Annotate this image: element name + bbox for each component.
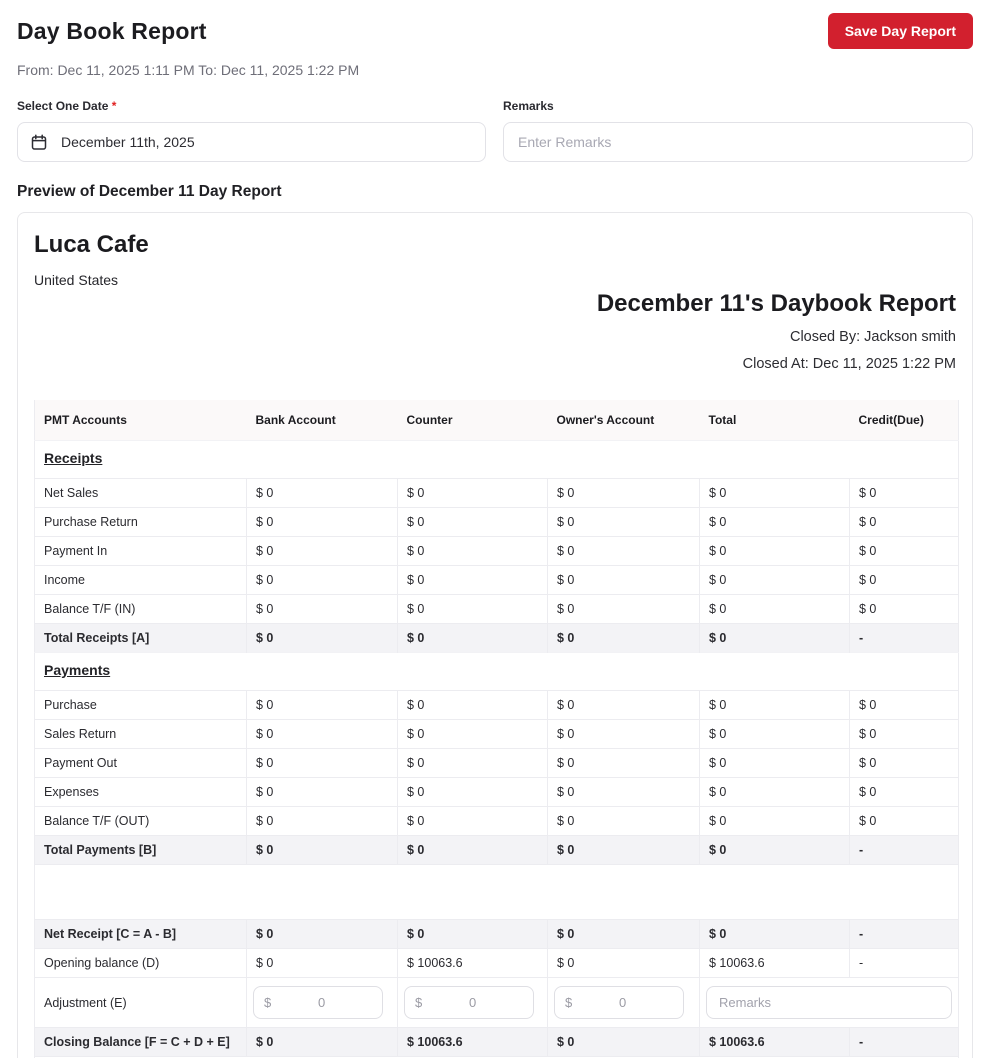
- report-title: December 11's Daybook Report: [596, 290, 956, 317]
- cell-value: $ 10063.6: [398, 1028, 548, 1057]
- cell-value: $ 0: [850, 778, 959, 807]
- row-label: Purchase Return: [35, 508, 247, 537]
- cell-value: $ 0: [548, 807, 700, 836]
- cell-value: $ 0: [247, 920, 398, 949]
- row-label: Net Sales: [35, 479, 247, 508]
- adjustment-amount-value: 0: [619, 995, 627, 1010]
- cell-value: $ 0: [700, 595, 850, 624]
- cell-value: $ 0: [700, 691, 850, 720]
- select-date-label-text: Select One Date: [17, 99, 109, 113]
- closed-at: Closed At: Dec 11, 2025 1:22 PM: [742, 356, 956, 372]
- table-header-row: [35, 400, 959, 441]
- section-header-row: [35, 653, 959, 691]
- date-field-group: [17, 99, 486, 162]
- cell-value: $ 10063.6: [700, 1028, 850, 1057]
- cell-value: -: [850, 949, 959, 978]
- cell-value: $ 10063.6: [398, 949, 548, 978]
- cell-value: $ 0: [398, 479, 548, 508]
- row-label: Purchase: [35, 691, 247, 720]
- cell-value: $ 0: [247, 720, 398, 749]
- row-label: Opening balance (D): [35, 949, 247, 978]
- table-row: [35, 479, 959, 508]
- cell-value: $ 0: [247, 749, 398, 778]
- row-label: Closing Balance [F = C + D + E]: [35, 1028, 247, 1057]
- cell-value: $ 0: [247, 566, 398, 595]
- adjustment-amount-input[interactable]: [404, 986, 534, 1019]
- section-header-row: [35, 441, 959, 479]
- adjustment-remarks-input[interactable]: [706, 986, 952, 1019]
- column-header: PMT Accounts: [35, 400, 247, 441]
- cell-value: -: [850, 624, 959, 653]
- cell-value: $ 0: [700, 778, 850, 807]
- page-title: Day Book Report: [17, 17, 207, 44]
- cell-value: $ 0: [398, 537, 548, 566]
- table-row: [35, 720, 959, 749]
- cell-value: $ 0: [548, 508, 700, 537]
- required-asterisk: *: [111, 99, 117, 113]
- report-date-range: From: Dec 11, 2025 1:11 PM To: Dec 11, 2025 1:22 PM: [17, 62, 360, 78]
- cell-value: $ 0: [700, 749, 850, 778]
- cell-value: $ 10063.6: [700, 949, 850, 978]
- column-header: Counter: [398, 400, 548, 441]
- row-label: Total Receipts [A]: [35, 624, 247, 653]
- adjustment-amount-value: 0: [318, 995, 326, 1010]
- cell-value: $ 0: [548, 836, 700, 865]
- cell-value: $ 0: [398, 566, 548, 595]
- currency-symbol: $: [565, 995, 573, 1010]
- row-label: Payment In: [35, 537, 247, 566]
- cell-value: $ 0: [247, 807, 398, 836]
- cell-value: $ 0: [398, 595, 548, 624]
- business-country: United States: [34, 272, 119, 288]
- table-row: [35, 566, 959, 595]
- select-date-label: [17, 99, 486, 113]
- remarks-input[interactable]: [503, 122, 973, 162]
- cell-value: $ 0: [398, 836, 548, 865]
- table-row: [35, 920, 959, 949]
- cell-value: $ 0: [548, 949, 700, 978]
- cell-value: $ 0: [850, 508, 959, 537]
- business-name: Luca Cafe: [34, 231, 149, 258]
- table-row: [35, 624, 959, 653]
- cell-value: $ 0: [398, 691, 548, 720]
- cell-value: $ 0: [548, 537, 700, 566]
- row-label: Payment Out: [35, 749, 247, 778]
- cell-value: $ 0: [247, 949, 398, 978]
- table-row: [35, 537, 959, 566]
- cell-value: $ 0: [398, 778, 548, 807]
- cell-value: $ 0: [700, 566, 850, 595]
- row-label: Expenses: [35, 778, 247, 807]
- cell-value: $ 0: [850, 479, 959, 508]
- cell-value: $ 0: [398, 624, 548, 653]
- cell-value: $ 0: [247, 1028, 398, 1057]
- table-row: [35, 1028, 959, 1057]
- remarks-field-group: [503, 99, 973, 162]
- table-row: [35, 691, 959, 720]
- cell-value: $ 0: [850, 749, 959, 778]
- cell-value: $ 0: [247, 778, 398, 807]
- cell-value: $ 0: [247, 508, 398, 537]
- cell-value: $ 0: [548, 595, 700, 624]
- cell-value: $ 0: [398, 508, 548, 537]
- column-header: Bank Account: [247, 400, 398, 441]
- table-row: [35, 749, 959, 778]
- cell-value: $ 0: [700, 479, 850, 508]
- adjustment-amount-value: 0: [469, 995, 477, 1010]
- table-row: [35, 595, 959, 624]
- spacer-row: [35, 865, 959, 920]
- report-title-block: [34, 290, 956, 372]
- report-form: [17, 99, 973, 162]
- cell-value: $ 0: [548, 479, 700, 508]
- cell-value: $ 0: [548, 920, 700, 949]
- daybook-table: [34, 400, 959, 1058]
- cell-value: $ 0: [548, 749, 700, 778]
- cell-value: $ 0: [700, 807, 850, 836]
- cell-value: $ 0: [398, 807, 548, 836]
- cell-value: $ 0: [700, 537, 850, 566]
- cell-value: -: [850, 920, 959, 949]
- row-label: Balance T/F (OUT): [35, 807, 247, 836]
- cell-value: -: [850, 1028, 959, 1057]
- page-header: [17, 13, 973, 49]
- cell-value: $ 0: [850, 537, 959, 566]
- currency-symbol: $: [264, 995, 272, 1010]
- cell-value: $ 0: [548, 1028, 700, 1057]
- cell-value: $ 0: [548, 566, 700, 595]
- row-label: Sales Return: [35, 720, 247, 749]
- cell-value: $ 0: [700, 720, 850, 749]
- cell-value: $ 0: [548, 778, 700, 807]
- closed-by: Closed By: Jackson smith: [789, 329, 956, 345]
- cell-value: $ 0: [700, 836, 850, 865]
- table-row: [35, 836, 959, 865]
- remarks-label: Remarks: [503, 99, 554, 113]
- cell-value: $ 0: [700, 624, 850, 653]
- cell-value: $ 0: [247, 537, 398, 566]
- cell-value: $ 0: [398, 720, 548, 749]
- day-book-report-page: [0, 13, 990, 1058]
- column-header: Total: [700, 400, 850, 441]
- section-label: Receipts: [44, 450, 103, 466]
- cell-value: $ 0: [850, 595, 959, 624]
- cell-value: $ 0: [548, 691, 700, 720]
- section-label: Payments: [44, 662, 111, 678]
- save-day-report-button[interactable]: Save Day Report: [828, 13, 973, 49]
- cell-value: -: [850, 836, 959, 865]
- cell-value: $ 0: [247, 836, 398, 865]
- cell-value: $ 0: [700, 508, 850, 537]
- row-label: Total Payments [B]: [35, 836, 247, 865]
- column-header: Owner's Account: [548, 400, 700, 441]
- cell-value: $ 0: [850, 691, 959, 720]
- cell-value: $ 0: [247, 691, 398, 720]
- row-label: Adjustment (E): [35, 978, 247, 1028]
- table-row: [35, 949, 959, 978]
- calendar-icon: [31, 134, 47, 151]
- cell-value: $ 0: [850, 720, 959, 749]
- cell-value: $ 0: [548, 720, 700, 749]
- report-preview-card: [17, 212, 973, 1058]
- date-value: December 11th, 2025: [61, 134, 195, 150]
- cell-value: $ 0: [398, 749, 548, 778]
- date-picker-input[interactable]: [17, 122, 486, 162]
- table-row: [35, 508, 959, 537]
- cell-value: $ 0: [247, 595, 398, 624]
- adjustment-amount-input[interactable]: [253, 986, 383, 1019]
- cell-value: $ 0: [247, 624, 398, 653]
- row-label: Net Receipt [C = A - B]: [35, 920, 247, 949]
- cell-value: $ 0: [850, 566, 959, 595]
- row-label: Balance T/F (IN): [35, 595, 247, 624]
- adjustment-amount-input[interactable]: [554, 986, 684, 1019]
- cell-value: $ 0: [398, 920, 548, 949]
- table-row: [35, 807, 959, 836]
- cell-value: $ 0: [247, 479, 398, 508]
- cell-value: $ 0: [850, 807, 959, 836]
- table-row: [35, 778, 959, 807]
- column-header: Credit(Due): [850, 400, 959, 441]
- adjustment-row: [35, 978, 959, 1028]
- cell-value: $ 0: [548, 624, 700, 653]
- currency-symbol: $: [415, 995, 423, 1010]
- preview-heading: Preview of December 11 Day Report: [17, 183, 282, 200]
- row-label: Income: [35, 566, 247, 595]
- cell-value: $ 0: [700, 920, 850, 949]
